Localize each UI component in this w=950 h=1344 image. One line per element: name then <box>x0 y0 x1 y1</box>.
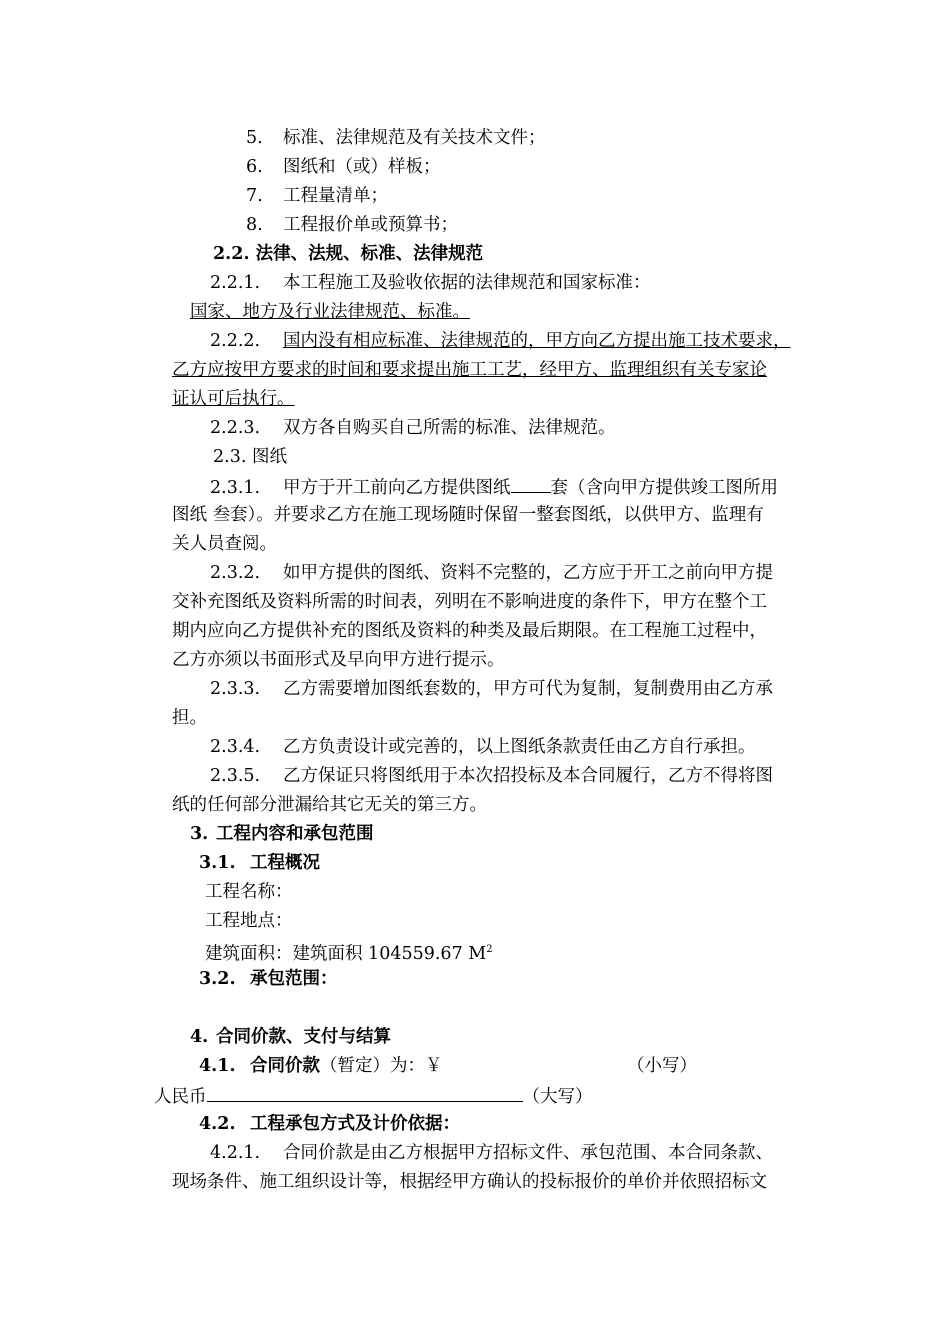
clause-2-3-3-line2: 担。 <box>172 708 207 728</box>
clause-2-3-5-line2: 纸的任何部分泄漏给其它无关的第三方。 <box>172 795 487 815</box>
clause-2-3-2-line2: 交补充图纸及资料所需的时间表，列明在不影响进度的条件下，甲方在整个工 <box>172 592 767 612</box>
clause-text: 套（含向甲方提供竣工图所用 <box>550 478 778 498</box>
section-title: 工程概况 <box>250 853 320 873</box>
section-number: 3.1. <box>199 853 236 873</box>
list-number: 7. <box>246 186 263 206</box>
price-uppercase-label: （大写） <box>522 1087 593 1107</box>
clause-text: 双方各自购买自己所需的标准、法律规范。 <box>283 418 616 438</box>
section-number: 3.2. <box>199 969 236 989</box>
clause-number: 2.3.4. <box>210 737 261 757</box>
section-heading-4 <box>190 1025 391 1049</box>
list-item <box>246 213 458 237</box>
clause-text: 乙方保证只将图纸用于本次招投标及本合同履行，乙方不得将图 <box>283 766 773 786</box>
clause-2-2-2-line2: 乙方应按甲方要求的时间和要求提出施工工艺，经甲方、监理组织有关专家论 <box>172 360 767 380</box>
clause-2-2-2-line3: 证认可后执行。 <box>172 389 295 409</box>
section-number: 4. <box>190 1027 209 1047</box>
list-number: 8. <box>246 215 263 235</box>
rmb-line <box>154 1083 593 1109</box>
section-title: 合同价款、支付与结算 <box>216 1027 391 1047</box>
project-site-label: 工程地点： <box>205 911 293 931</box>
section-heading-3 <box>190 822 374 846</box>
section-number: 4.1. <box>199 1056 236 1076</box>
section-heading-4-2 <box>199 1112 460 1136</box>
project-name-label: 工程名称： <box>205 882 293 902</box>
clause-2-3-2-line3: 期内应向乙方提供补充的图纸及资料的种类及最后期限。在工程施工过程中， <box>172 621 767 641</box>
clause-2-2-3 <box>210 416 616 440</box>
clause-2-3-4 <box>210 735 756 759</box>
list-item <box>246 155 441 179</box>
list-text: 工程报价单或预算书； <box>283 215 458 235</box>
clause-2-3-5 <box>210 764 773 788</box>
clause-text: 国内没有相应标准、法律规范的，甲方向乙方提出施工技术要求， <box>283 331 791 351</box>
contract-price-line <box>199 1054 443 1078</box>
clause-2-2-1 <box>210 271 651 295</box>
clause-text: 乙方需要增加图纸套数的，甲方可代为复制，复制费用由乙方承 <box>283 679 773 699</box>
blank-field <box>511 474 551 493</box>
section-heading-3-1 <box>199 851 320 875</box>
clause-text: 如甲方提供的图纸、资料不完整的，乙方应于开工之前向甲方提 <box>283 563 773 583</box>
section-heading-2-2: 2.2. 法律、法规、标准、法律规范 <box>213 244 484 264</box>
unit-superscript: 2 <box>486 944 493 955</box>
building-area-text: 建筑面积：建筑面积 104559.67 M <box>205 943 487 964</box>
clause-2-3-2-line4: 乙方亦须以书面形式及早向甲方进行提示。 <box>172 650 505 670</box>
clause-number: 2.3.1. <box>210 478 261 498</box>
list-number: 5. <box>246 128 263 148</box>
price-label: （暂定）为：￥ <box>320 1056 443 1076</box>
clause-text: 甲方于开工前向乙方提供图纸 <box>283 478 511 498</box>
list-item <box>246 184 388 208</box>
clause-2-3-2 <box>210 561 773 585</box>
section-heading-2-3: 2.3. 图纸 <box>213 447 287 467</box>
clause-2-3-1 <box>210 474 778 500</box>
clause-2-2-1-fill: 国家、地方及行业法律规范、标准。 <box>190 302 470 322</box>
list-item <box>246 126 546 150</box>
building-area <box>205 938 493 966</box>
section-title: 工程内容和承包范围 <box>216 824 374 844</box>
section-title: 工程承包方式及计价依据： <box>250 1114 460 1134</box>
clause-text: 本工程施工及验收依据的法律规范和国家标准： <box>283 273 651 293</box>
list-number: 6. <box>246 157 263 177</box>
clause-number: 2.3.2. <box>210 563 261 583</box>
clause-number: 4.2.1. <box>210 1143 261 1163</box>
clause-2-2-2 <box>210 329 791 353</box>
price-lowercase-label: （小写） <box>627 1056 697 1076</box>
rmb-label: 人民币 <box>154 1087 207 1107</box>
list-text: 标准、法律规范及有关技术文件； <box>283 128 546 148</box>
clause-number: 2.3.3. <box>210 679 261 699</box>
list-text: 工程量清单； <box>283 186 388 206</box>
section-title: 合同价款 <box>250 1056 320 1076</box>
section-number: 4.2. <box>199 1114 236 1134</box>
clause-number: 2.2.2. <box>210 331 261 351</box>
clause-number: 2.3.5. <box>210 766 261 786</box>
clause-2-3-1-line3: 关人员查阅。 <box>172 534 277 554</box>
section-heading-3-2 <box>199 967 338 991</box>
clause-4-2-1-line2: 现场条件、施工组织设计等，根据经甲方确认的投标报价的单价并依照招标文 <box>172 1172 767 1192</box>
amount-blank-field <box>207 1083 523 1102</box>
clause-text: 乙方负责设计或完善的，以上图纸条款责任由乙方自行承担。 <box>283 737 756 757</box>
clause-text: 合同价款是由乙方根据甲方招标文件、承包范围、本合同条款、 <box>283 1143 773 1163</box>
section-title: 承包范围： <box>250 969 338 989</box>
clause-4-2-1 <box>210 1141 773 1165</box>
section-number: 3. <box>190 824 209 844</box>
clause-number: 2.2.1. <box>210 273 261 293</box>
clause-number: 2.2.3. <box>210 418 261 438</box>
clause-2-3-1-line2: 图纸 叁套）。并要求乙方在施工现场随时保留一整套图纸，以供甲方、监理有 <box>172 505 764 525</box>
clause-2-3-3 <box>210 677 773 701</box>
list-text: 图纸和（或）样板； <box>283 157 441 177</box>
